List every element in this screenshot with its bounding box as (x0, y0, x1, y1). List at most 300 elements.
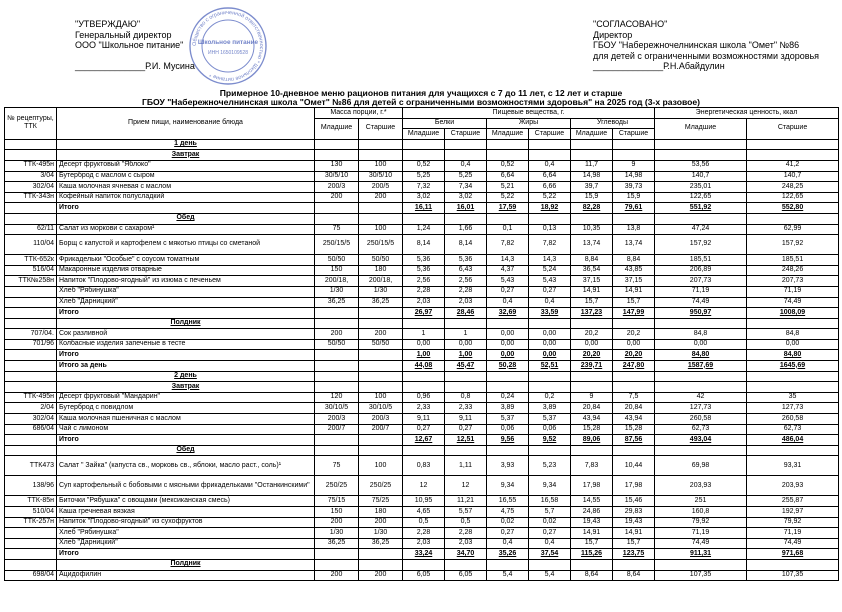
recipe-code: ТТК-343н (5, 192, 57, 203)
total-label: Итого (57, 549, 315, 560)
total-row (5, 549, 839, 560)
header-energy-senior: Старшие (747, 118, 839, 139)
value-cell: 5,4 (487, 570, 529, 581)
section-cell (5, 318, 57, 329)
value-cell: 15,9 (613, 192, 655, 203)
value-cell: 42 (655, 392, 747, 403)
section-cell (403, 382, 445, 393)
value-cell: 185,51 (655, 255, 747, 266)
value-cell: 74,49 (655, 297, 747, 308)
value-cell: 5,37 (529, 414, 571, 425)
header-fat-junior: Младшие (487, 129, 529, 140)
value-cell: 53,56 (655, 160, 747, 171)
menu-table-body (5, 139, 839, 580)
value-cell: 0,27 (529, 528, 571, 539)
value-cell: 5,22 (487, 192, 529, 203)
value-cell: 8,64 (613, 570, 655, 581)
recipe-code: ТТК-495н (5, 392, 57, 403)
recipe-code: 302/04 (5, 414, 57, 425)
value-cell: 43,85 (613, 265, 655, 276)
value-cell (315, 350, 359, 361)
value-cell: 100 (359, 456, 403, 476)
section-cell (655, 445, 747, 456)
section-cell (359, 559, 403, 570)
value-cell: 79,61 (613, 203, 655, 214)
recipe-code (5, 203, 57, 214)
value-cell: 0,1 (487, 224, 529, 235)
value-cell (315, 549, 359, 560)
value-cell: 20,2 (613, 329, 655, 340)
value-cell: 5,21 (487, 182, 529, 193)
dish-name: Хлеб "Дарницкий" (57, 297, 315, 308)
value-cell: 0,24 (487, 392, 529, 403)
value-cell: 239,71 (571, 361, 613, 372)
section-cell (747, 139, 839, 150)
total-row (5, 203, 839, 214)
value-cell: 62,73 (747, 424, 839, 435)
dish-name: Биточки "Рябушка" с овощами (мексиканская смесь) (57, 496, 315, 507)
value-cell: 911,31 (655, 549, 747, 560)
svg-text:Общество с ограниченной ответс (192, 10, 264, 82)
dish-name: Десерт фруктовый "Мандарин" (57, 392, 315, 403)
value-cell: 2,28 (403, 528, 445, 539)
header-carbs-junior: Младшие (571, 129, 613, 140)
value-cell: 16,58 (529, 496, 571, 507)
value-cell: 0,27 (403, 424, 445, 435)
section-row (5, 213, 839, 224)
value-cell: 9,34 (529, 476, 571, 496)
value-cell: 486,04 (747, 435, 839, 446)
value-cell: 11,21 (445, 496, 487, 507)
value-cell: 5,57 (445, 507, 487, 518)
value-cell: 43,94 (571, 414, 613, 425)
recipe-code: 138/96 (5, 476, 57, 496)
header-carbs: Углеводы (571, 118, 655, 129)
value-cell: 247,80 (613, 361, 655, 372)
value-cell: 36,25 (315, 538, 359, 549)
value-cell: 36,25 (359, 538, 403, 549)
dish-name: Хлеб "Дарницкий" (57, 538, 315, 549)
header-portion: Масса порции, г.* (315, 108, 403, 119)
value-cell: 14,91 (613, 528, 655, 539)
value-cell: 87,56 (613, 435, 655, 446)
value-cell (315, 308, 359, 319)
header-recipe: № рецептуры, ТТК (5, 108, 57, 140)
section-cell (655, 213, 747, 224)
value-cell: 37,54 (529, 549, 571, 560)
section-cell (315, 445, 359, 456)
section-cell (529, 139, 571, 150)
value-cell (315, 203, 359, 214)
section-cell (403, 318, 445, 329)
value-cell: 1,00 (445, 350, 487, 361)
value-cell: 20,20 (571, 350, 613, 361)
value-cell: 3,02 (403, 192, 445, 203)
stamp-center-text: Школьное питание (197, 39, 259, 46)
section-cell (359, 150, 403, 161)
section-cell (315, 382, 359, 393)
table-row (5, 255, 839, 266)
recipe-code (5, 286, 57, 297)
menu-table (4, 107, 839, 581)
value-cell: 1 (445, 329, 487, 340)
total-label: Итого (57, 308, 315, 319)
section-cell (655, 318, 747, 329)
total-row (5, 361, 839, 372)
dish-name: Бутерброд с маслом с сыром (57, 171, 315, 182)
value-cell: 89,06 (571, 435, 613, 446)
value-cell: 2,56 (445, 276, 487, 287)
section-cell (445, 371, 487, 382)
section-cell (747, 318, 839, 329)
stamp-ring-text: Общество с ограниченной ответственностью * Школьное питание * (191, 9, 265, 83)
value-cell: 203,93 (747, 476, 839, 496)
value-cell: 84,8 (747, 329, 839, 340)
value-cell: 15,7 (613, 538, 655, 549)
table-row (5, 265, 839, 276)
header-dish: Прием пищи, наименование блюда (57, 108, 315, 140)
value-cell: 7,82 (529, 235, 571, 255)
value-cell: 107,35 (747, 570, 839, 581)
table-row (5, 517, 839, 528)
value-cell: 2,28 (403, 286, 445, 297)
value-cell: 185,51 (747, 255, 839, 266)
value-cell: 84,80 (747, 350, 839, 361)
section-label: Завтрак (57, 382, 315, 393)
value-cell: 0,00 (613, 339, 655, 350)
value-cell: 200 (359, 570, 403, 581)
total-label: Итого за день (57, 361, 315, 372)
value-cell: 75/25 (359, 496, 403, 507)
value-cell: 74,49 (747, 297, 839, 308)
value-cell: 5,4 (529, 570, 571, 581)
section-cell (529, 445, 571, 456)
section-cell (529, 318, 571, 329)
value-cell: 33,59 (529, 308, 571, 319)
value-cell: 200 (315, 570, 359, 581)
value-cell: 37,15 (571, 276, 613, 287)
dish-name: Каша молочная ячневая с маслом (57, 182, 315, 193)
value-cell: 203,93 (655, 476, 747, 496)
value-cell: 251 (655, 496, 747, 507)
value-cell: 200/3 (359, 414, 403, 425)
value-cell: 50,28 (487, 361, 529, 372)
value-cell: 140,7 (747, 171, 839, 182)
value-cell: 200 (315, 192, 359, 203)
value-cell: 0,00 (403, 339, 445, 350)
value-cell: 2,03 (403, 538, 445, 549)
value-cell: 235,01 (655, 182, 747, 193)
recipe-code: ТТК-257н (5, 517, 57, 528)
section-cell (359, 371, 403, 382)
value-cell: 1645,69 (747, 361, 839, 372)
value-cell: 1,00 (403, 350, 445, 361)
value-cell: 1,11 (445, 456, 487, 476)
dish-name: Ацидофилин (57, 570, 315, 581)
value-cell: 8,14 (445, 235, 487, 255)
value-cell: 2,33 (403, 403, 445, 414)
section-cell (613, 150, 655, 161)
section-cell (487, 213, 529, 224)
header-portion-senior: Старшие (359, 118, 403, 139)
value-cell: 50/50 (359, 255, 403, 266)
section-label: 1 день (57, 139, 315, 150)
value-cell: 0,00 (747, 339, 839, 350)
value-cell (359, 203, 403, 214)
value-cell: 52,51 (529, 361, 571, 372)
table-row (5, 538, 839, 549)
dish-name: Десерт фруктовый "Яблоко" (57, 160, 315, 171)
agree-signature: ______________Р.Н.Абайдулин (593, 61, 725, 71)
value-cell: 0,52 (403, 160, 445, 171)
recipe-code: 62/11 (5, 224, 57, 235)
value-cell: 29,83 (613, 507, 655, 518)
value-cell: 14,91 (571, 286, 613, 297)
section-cell (359, 139, 403, 150)
table-row (5, 297, 839, 308)
section-cell (5, 559, 57, 570)
section-cell (655, 382, 747, 393)
value-cell: 0,8 (445, 392, 487, 403)
section-cell (747, 445, 839, 456)
value-cell: 39,7 (571, 182, 613, 193)
value-cell: 26,97 (403, 308, 445, 319)
table-row (5, 224, 839, 235)
section-cell (613, 139, 655, 150)
value-cell: 2,03 (445, 538, 487, 549)
agree-heading: "СОГЛАСОВАНО" (593, 19, 668, 29)
value-cell: 0,00 (529, 329, 571, 340)
section-cell (747, 382, 839, 393)
value-cell: 0,27 (487, 528, 529, 539)
section-cell (359, 213, 403, 224)
section-cell (403, 150, 445, 161)
table-row (5, 276, 839, 287)
value-cell: 9 (571, 392, 613, 403)
table-row (5, 192, 839, 203)
value-cell: 33,24 (403, 549, 445, 560)
table-row (5, 286, 839, 297)
value-cell: 17,59 (487, 203, 529, 214)
section-cell (613, 213, 655, 224)
value-cell: 255,87 (747, 496, 839, 507)
section-cell (529, 150, 571, 161)
recipe-code: ТТК-85н (5, 496, 57, 507)
value-cell: 12 (445, 476, 487, 496)
section-cell (613, 382, 655, 393)
value-cell: 44,08 (403, 361, 445, 372)
value-cell: 250/25 (359, 476, 403, 496)
value-cell: 15,46 (613, 496, 655, 507)
value-cell: 0,4 (445, 160, 487, 171)
value-cell: 3,89 (487, 403, 529, 414)
value-cell: 200 (359, 517, 403, 528)
value-cell: 20,84 (571, 403, 613, 414)
value-cell: 248,25 (747, 182, 839, 193)
value-cell: 0,02 (487, 517, 529, 528)
section-cell (487, 445, 529, 456)
value-cell: 1587,69 (655, 361, 747, 372)
section-cell (445, 559, 487, 570)
dish-name: Салат из моркови с сахаром¹ (57, 224, 315, 235)
total-row (5, 350, 839, 361)
value-cell: 3,02 (445, 192, 487, 203)
value-cell: 0,52 (487, 160, 529, 171)
value-cell: 12,67 (403, 435, 445, 446)
header-protein: Белки (403, 118, 487, 129)
value-cell: 93,31 (747, 456, 839, 476)
value-cell (315, 361, 359, 372)
section-cell (403, 139, 445, 150)
section-cell (571, 445, 613, 456)
section-label: Полдник (57, 318, 315, 329)
value-cell: 14,91 (571, 528, 613, 539)
value-cell: 0,02 (529, 517, 571, 528)
value-cell: 0,13 (529, 224, 571, 235)
value-cell: 14,91 (613, 286, 655, 297)
value-cell: 14,98 (571, 171, 613, 182)
total-label: Итого (57, 350, 315, 361)
value-cell: 200/3 (315, 182, 359, 193)
section-cell (571, 213, 613, 224)
value-cell: 30/10/5 (315, 403, 359, 414)
section-cell (487, 150, 529, 161)
value-cell: 0,27 (445, 424, 487, 435)
section-cell (359, 318, 403, 329)
recipe-code (5, 538, 57, 549)
value-cell: 260,58 (747, 414, 839, 425)
value-cell: 62,99 (747, 224, 839, 235)
value-cell: 0,4 (529, 538, 571, 549)
value-cell: 5,43 (529, 276, 571, 287)
value-cell: 150 (315, 265, 359, 276)
value-cell: 9,11 (445, 414, 487, 425)
dish-name: Хлеб "Рябинушка" (57, 528, 315, 539)
value-cell: 12,51 (445, 435, 487, 446)
page-title: Примерное 10-дневное меню рационов питания для учащихся с 7 до 11 лет, с 12 лет и старше (219, 88, 623, 98)
section-cell (315, 371, 359, 382)
section-cell (359, 445, 403, 456)
value-cell: 11,7 (571, 160, 613, 171)
value-cell: 19,43 (613, 517, 655, 528)
value-cell: 200/7 (315, 424, 359, 435)
recipe-code: 686/04 (5, 424, 57, 435)
section-cell (445, 382, 487, 393)
value-cell: 8,64 (571, 570, 613, 581)
value-cell: 100 (359, 160, 403, 171)
value-cell (359, 350, 403, 361)
recipe-code (5, 308, 57, 319)
section-cell (5, 371, 57, 382)
value-cell: 4,37 (487, 265, 529, 276)
value-cell: 250/25 (315, 476, 359, 496)
value-cell: 36,25 (359, 297, 403, 308)
section-row (5, 445, 839, 456)
value-cell: 0,00 (487, 329, 529, 340)
value-cell: 0,83 (403, 456, 445, 476)
dish-name: Каша молочная пшеничная с маслом (57, 414, 315, 425)
value-cell: 6,05 (403, 570, 445, 581)
value-cell: 9,34 (487, 476, 529, 496)
recipe-code: 302/04 (5, 182, 57, 193)
page-subtitle: ГБОУ "Набережночелнинская школа "Омет" №86 для детей с ограниченными возможностями здоровья" на 2025 год (3-х разовое) (141, 97, 701, 107)
value-cell: 16,01 (445, 203, 487, 214)
value-cell: 20,20 (613, 350, 655, 361)
value-cell: 552,80 (747, 203, 839, 214)
value-cell: 122,65 (747, 192, 839, 203)
recipe-code (5, 528, 57, 539)
value-cell: 24,86 (571, 507, 613, 518)
value-cell: 100 (359, 224, 403, 235)
value-cell: 1/30 (315, 286, 359, 297)
section-cell (359, 382, 403, 393)
value-cell: 82,28 (571, 203, 613, 214)
value-cell: 0,2 (529, 392, 571, 403)
table-row (5, 414, 839, 425)
value-cell: 120 (315, 392, 359, 403)
value-cell: 0,5 (403, 517, 445, 528)
table-row (5, 476, 839, 496)
value-cell: 2,03 (403, 297, 445, 308)
value-cell (315, 435, 359, 446)
agreement-block (593, 19, 819, 72)
value-cell: 551,92 (655, 203, 747, 214)
header-fat-senior: Старшие (529, 129, 571, 140)
value-cell: 8,14 (403, 235, 445, 255)
value-cell: 8,84 (571, 255, 613, 266)
dish-name: Салат " Зайка" (капуста св., морковь св., яблоки, масло раст., соль)¹ (57, 456, 315, 476)
section-cell (445, 139, 487, 150)
value-cell: 192,97 (747, 507, 839, 518)
total-row (5, 435, 839, 446)
value-cell: 2,28 (445, 528, 487, 539)
value-cell: 7,82 (487, 235, 529, 255)
value-cell: 5,43 (487, 276, 529, 287)
value-cell: 248,26 (747, 265, 839, 276)
section-row (5, 318, 839, 329)
value-cell: 0,00 (487, 339, 529, 350)
section-cell (315, 318, 359, 329)
value-cell: 79,92 (747, 517, 839, 528)
header-fat: Жиры (487, 118, 571, 129)
value-cell: 7,5 (613, 392, 655, 403)
value-cell: 1/30 (359, 286, 403, 297)
value-cell: 13,74 (571, 235, 613, 255)
value-cell: 10,35 (571, 224, 613, 235)
section-cell (571, 382, 613, 393)
section-cell (571, 318, 613, 329)
value-cell: 5,23 (529, 456, 571, 476)
value-cell: 6,66 (529, 182, 571, 193)
value-cell: 200/5 (359, 182, 403, 193)
table-row (5, 160, 839, 171)
value-cell (359, 549, 403, 560)
recipe-code: ТТК473 (5, 456, 57, 476)
value-cell: 137,23 (571, 308, 613, 319)
value-cell: 5,24 (529, 265, 571, 276)
section-cell (487, 139, 529, 150)
value-cell: 50/50 (315, 339, 359, 350)
dish-name: Напиток "Плодово-ягодный" из сухофруктов (57, 517, 315, 528)
value-cell: 7,34 (445, 182, 487, 193)
dish-name: Каша гречневая вязкая (57, 507, 315, 518)
section-cell (487, 371, 529, 382)
value-cell: 107,35 (655, 570, 747, 581)
recipe-code: ТТК-652к (5, 255, 57, 266)
section-row (5, 150, 839, 161)
recipe-code: 110/04 (5, 235, 57, 255)
section-label: Обед (57, 213, 315, 224)
